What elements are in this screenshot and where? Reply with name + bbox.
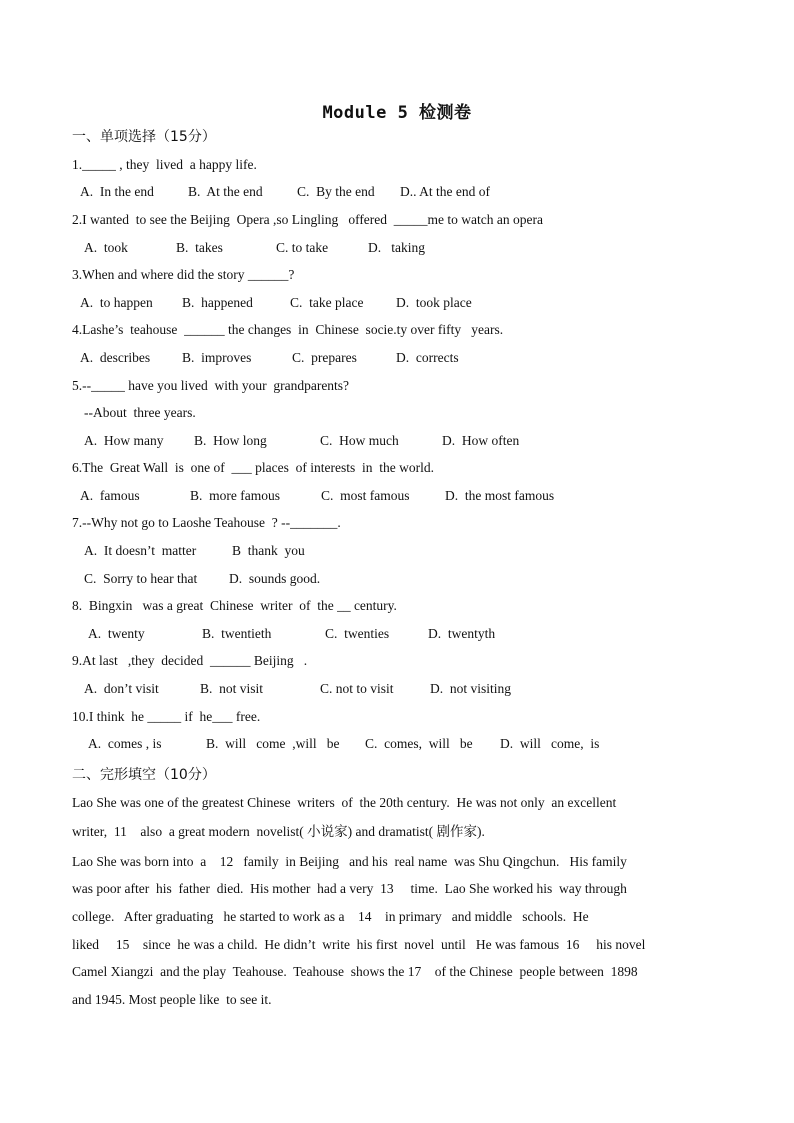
question-7-stem: 7.--Why not go to Laoshe Teahouse ? --_______.: [72, 515, 341, 530]
section-heading-cloze: 二、完形填空（10分）: [72, 767, 216, 783]
question-8-option-d: D. twentyth: [428, 626, 496, 641]
question-3-option-d: D. took place: [396, 295, 472, 310]
question-5-option-a: A. How many: [84, 433, 164, 448]
question-1-stem: 1._____ , they lived a happy life.: [72, 157, 257, 172]
question-6-option-d: D. the most famous: [445, 488, 555, 503]
question-7-option-b: B thank you: [232, 543, 305, 558]
question-4-option-b: B. improves: [182, 350, 252, 365]
question-2-option-d: D. taking: [368, 240, 425, 255]
question-4-option-a: A. describes: [80, 350, 151, 365]
passage-line-1: Lao She was one of the greatest Chinese writers of the 20th century. He was not only an excellent: [72, 795, 617, 810]
question-6-option-a: A. famous: [80, 488, 140, 503]
page-title: Module 5 检测卷: [322, 103, 472, 123]
question-3-option-c: C. take place: [290, 295, 364, 310]
question-10-stem: 10.I think he _____ if he___ free.: [72, 709, 261, 724]
question-3-option-b: B. happened: [182, 295, 253, 310]
question-6-option-c: C. most famous: [321, 488, 410, 503]
passage-line-2: writer, 11 also a great modern novelist( 小说家) and dramatist( 剧作家).: [72, 824, 485, 839]
passage-line-3: Lao She was born into a 12 family in Beijing and his real name was Shu Qingchun. His family: [72, 854, 627, 869]
passage-line-8: and 1945. Most people like to see it.: [72, 992, 272, 1007]
question-6-stem: 6.The Great Wall is one of ___ places of interests in the world.: [72, 460, 434, 475]
question-9-option-b: B. not visit: [200, 681, 264, 696]
question-8-option-b: B. twentieth: [202, 626, 272, 641]
question-2-option-a: A. took: [84, 240, 128, 255]
question-1-option-d: D.. At the end of: [400, 184, 490, 199]
question-7-option-d: D. sounds good.: [229, 571, 321, 586]
question-1-option-c: C. By the end: [297, 184, 375, 199]
question-8-option-a: A. twenty: [88, 626, 145, 641]
question-10-option-c: C. comes, will be: [365, 736, 473, 751]
question-9-option-d: D. not visiting: [430, 681, 512, 696]
question-8-stem: 8. Bingxin was a great Chinese writer of the __ century.: [72, 598, 397, 613]
question-7-option-a: A. It doesn’t matter: [84, 543, 197, 558]
question-1-option-a: A. In the end: [80, 184, 154, 199]
question-4-stem: 4.Lashe’s teahouse ______ the changes in Chinese socie.ty over fifty years.: [72, 322, 504, 337]
question-5-option-b: B. How long: [194, 433, 267, 448]
question-4-option-c: C. prepares: [292, 350, 357, 365]
question-2-stem: 2.I wanted to see the Beijing Opera ,so Lingling offered _____me to watch an opera: [72, 212, 543, 227]
question-3-option-a: A. to happen: [80, 295, 153, 310]
question-2-option-c: C. to take: [276, 240, 329, 255]
passage-line-4: was poor after his father died. His mother had a very 13 time. Lao She worked his way through: [72, 881, 627, 896]
question-9-stem: 9.At last ,they decided ______ Beijing .: [72, 653, 308, 668]
question-3-stem: 3.When and where did the story ______?: [72, 267, 295, 282]
question-10-option-d: D. will come, is: [500, 736, 600, 751]
passage-line-7: Camel Xiangzi and the play Teahouse. Teahouse shows the 17 of the Chinese people between 1898: [72, 964, 638, 979]
question-9-option-c: C. not to visit: [320, 681, 394, 696]
passage-line-5: college. After graduating he started to work as a 14 in primary and middle schools. He: [72, 909, 589, 924]
question-5-option-d: D. How often: [442, 433, 520, 448]
question-5-answer-line: --About three years.: [84, 405, 196, 420]
passage-line-6: liked 15 since he was a child. He didn’t write his first novel until He was famous 16 his novel: [72, 937, 646, 952]
question-6-option-b: B. more famous: [190, 488, 280, 503]
question-4-option-d: D. corrects: [396, 350, 459, 365]
question-10-option-a: A. comes , is: [88, 736, 162, 751]
question-2-option-b: B. takes: [176, 240, 223, 255]
question-8-option-c: C. twenties: [325, 626, 390, 641]
question-5-option-c: C. How much: [320, 433, 399, 448]
question-10-option-b: B. will come ,will be: [206, 736, 340, 751]
section-heading-multiple-choice: 一、单项选择（15分）: [72, 129, 216, 145]
question-1-option-b: B. At the end: [188, 184, 263, 199]
question-5-stem: 5.--_____ have you lived with your grandparents?: [72, 378, 350, 393]
question-7-option-c: C. Sorry to hear that: [84, 571, 198, 586]
question-9-option-a: A. don’t visit: [84, 681, 159, 696]
